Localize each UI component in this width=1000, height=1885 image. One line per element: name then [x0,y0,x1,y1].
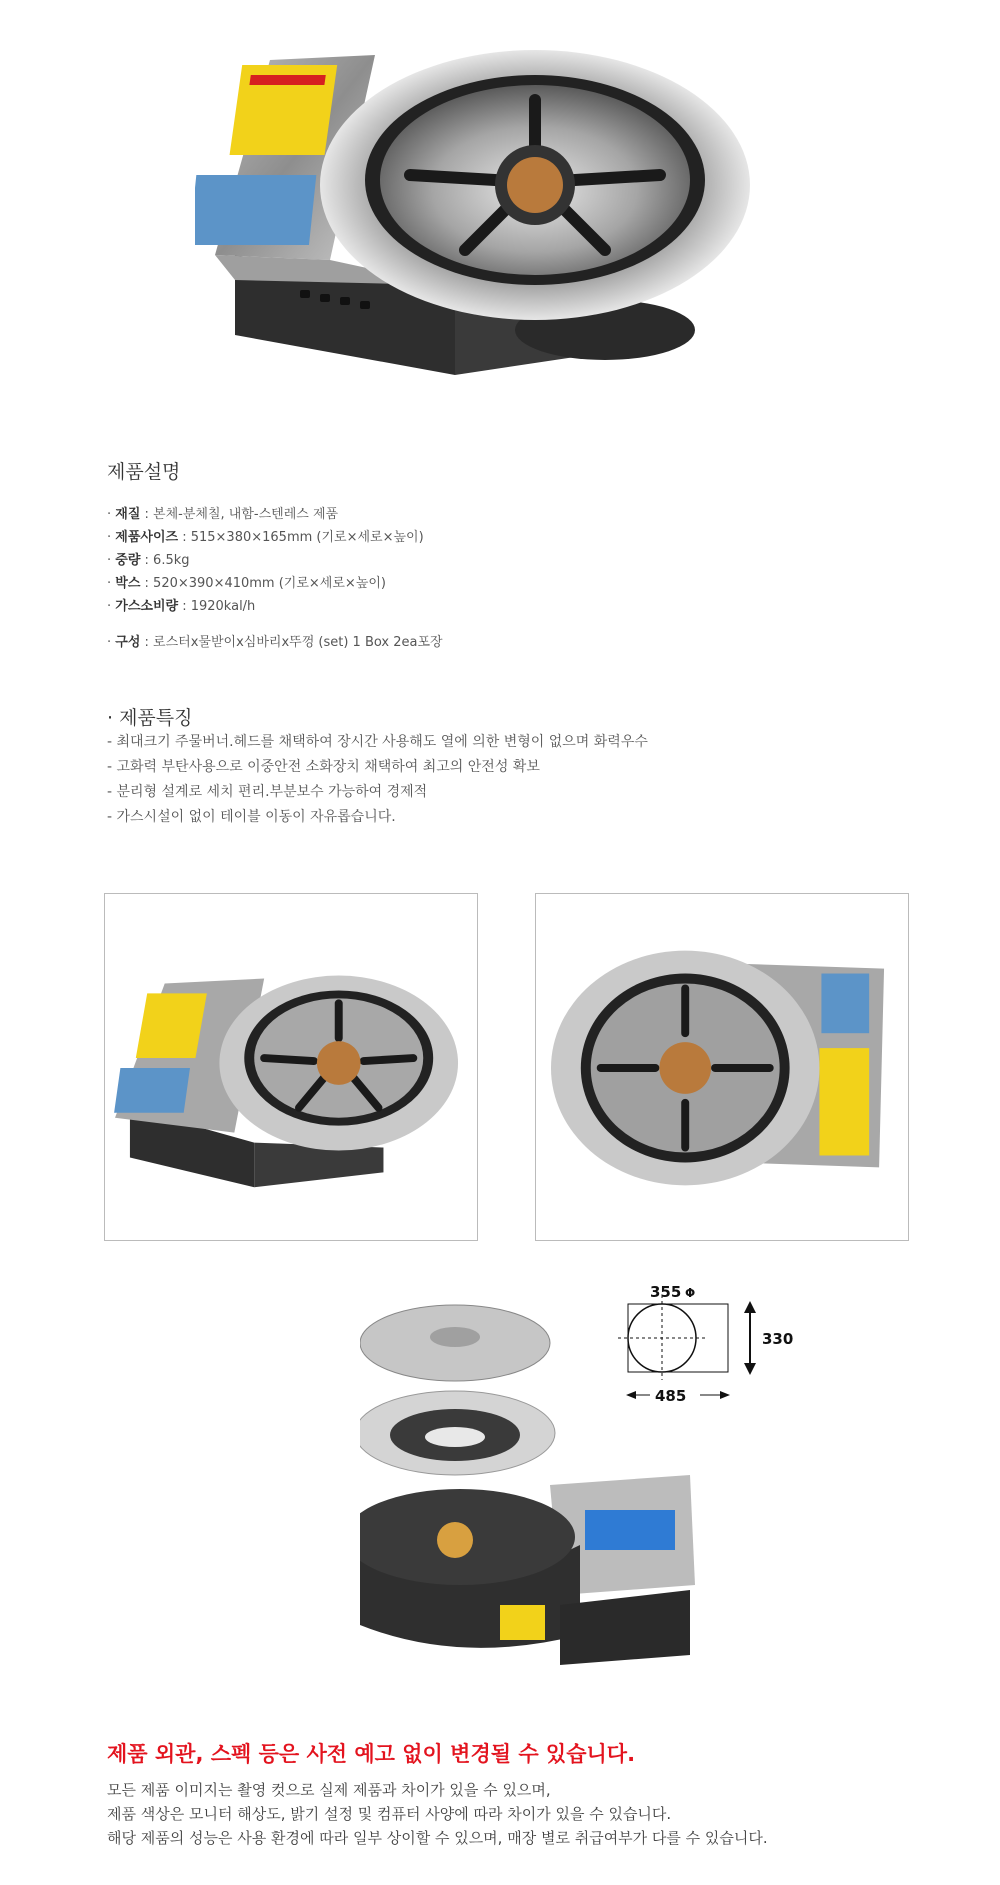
spec-material: · 재질 : 본체-분체칠, 내함-스텐레스 제품 [107,507,339,522]
notice-line: 제품 색상은 모니터 해상도, 밝기 설정 및 컴퓨터 사양에 따라 차이가 있을 수 있습니다. [107,1805,672,1823]
notice-title: 제품 외관, 스펙 등은 사전 예고 없이 변경될 수 있습니다. [107,1742,636,1766]
diameter-label: 355 [650,1283,682,1301]
spec-size: · 제품사이즈 : 515×380×165mm (기로×세로×높이) [107,530,424,545]
product-angle-image [105,894,477,1240]
spec-composition: · 구성 : 로스터x물받이x심바리x뚜껑 (set) 1 Box 2ea포장 [107,635,443,650]
diameter-symbol: Φ [685,1286,696,1300]
product-top-image [536,894,908,1240]
spec-weight: · 중량 : 6.5kg [107,553,190,568]
spec-gas-consumption: · 가스소비량 : 1920kal/h [107,599,256,614]
feature-item: - 가스시설이 없이 테이블 이동이 자유롭습니다. [107,809,396,825]
notice-line: 해당 제품의 성능은 사용 환경에 따라 일부 상이할 수 있으며, 매장 별로 취급여부가 다를 수 있습니다. [107,1829,768,1847]
features-list [107,730,648,830]
product-photo-angle [104,893,478,1241]
height-label: 330 [762,1330,794,1348]
feature-item: - 고화력 부탄사용으로 이중안전 소화장치 채택하여 최고의 안전성 확보 [107,759,540,775]
spec-list [107,503,443,654]
feature-item: - 분리형 설계로 세치 편리.부분보수 가능하여 경제적 [107,784,428,800]
feature-item: - 최대크기 주물버너.헤드를 채택하여 장시간 사용해도 열에 의한 변형이 없으며 화력우수 [107,734,648,750]
notice-line: 모든 제품 이미지는 촬영 컷으로 실제 제품과 차이가 있을 수 있으며, [107,1781,551,1799]
features-title: · 제품특징 [107,707,193,729]
spec-box: · 박스 : 520×390×410mm (기로×세로×높이) [107,576,387,591]
width-label: 485 [655,1387,687,1405]
description-title: 제품설명 [107,461,181,483]
notice-body [107,1778,768,1850]
hero-product-image [195,45,805,390]
dimension-drawing [618,1283,793,1405]
exploded-view-diagram [360,1275,800,1665]
product-photo-top [535,893,909,1241]
